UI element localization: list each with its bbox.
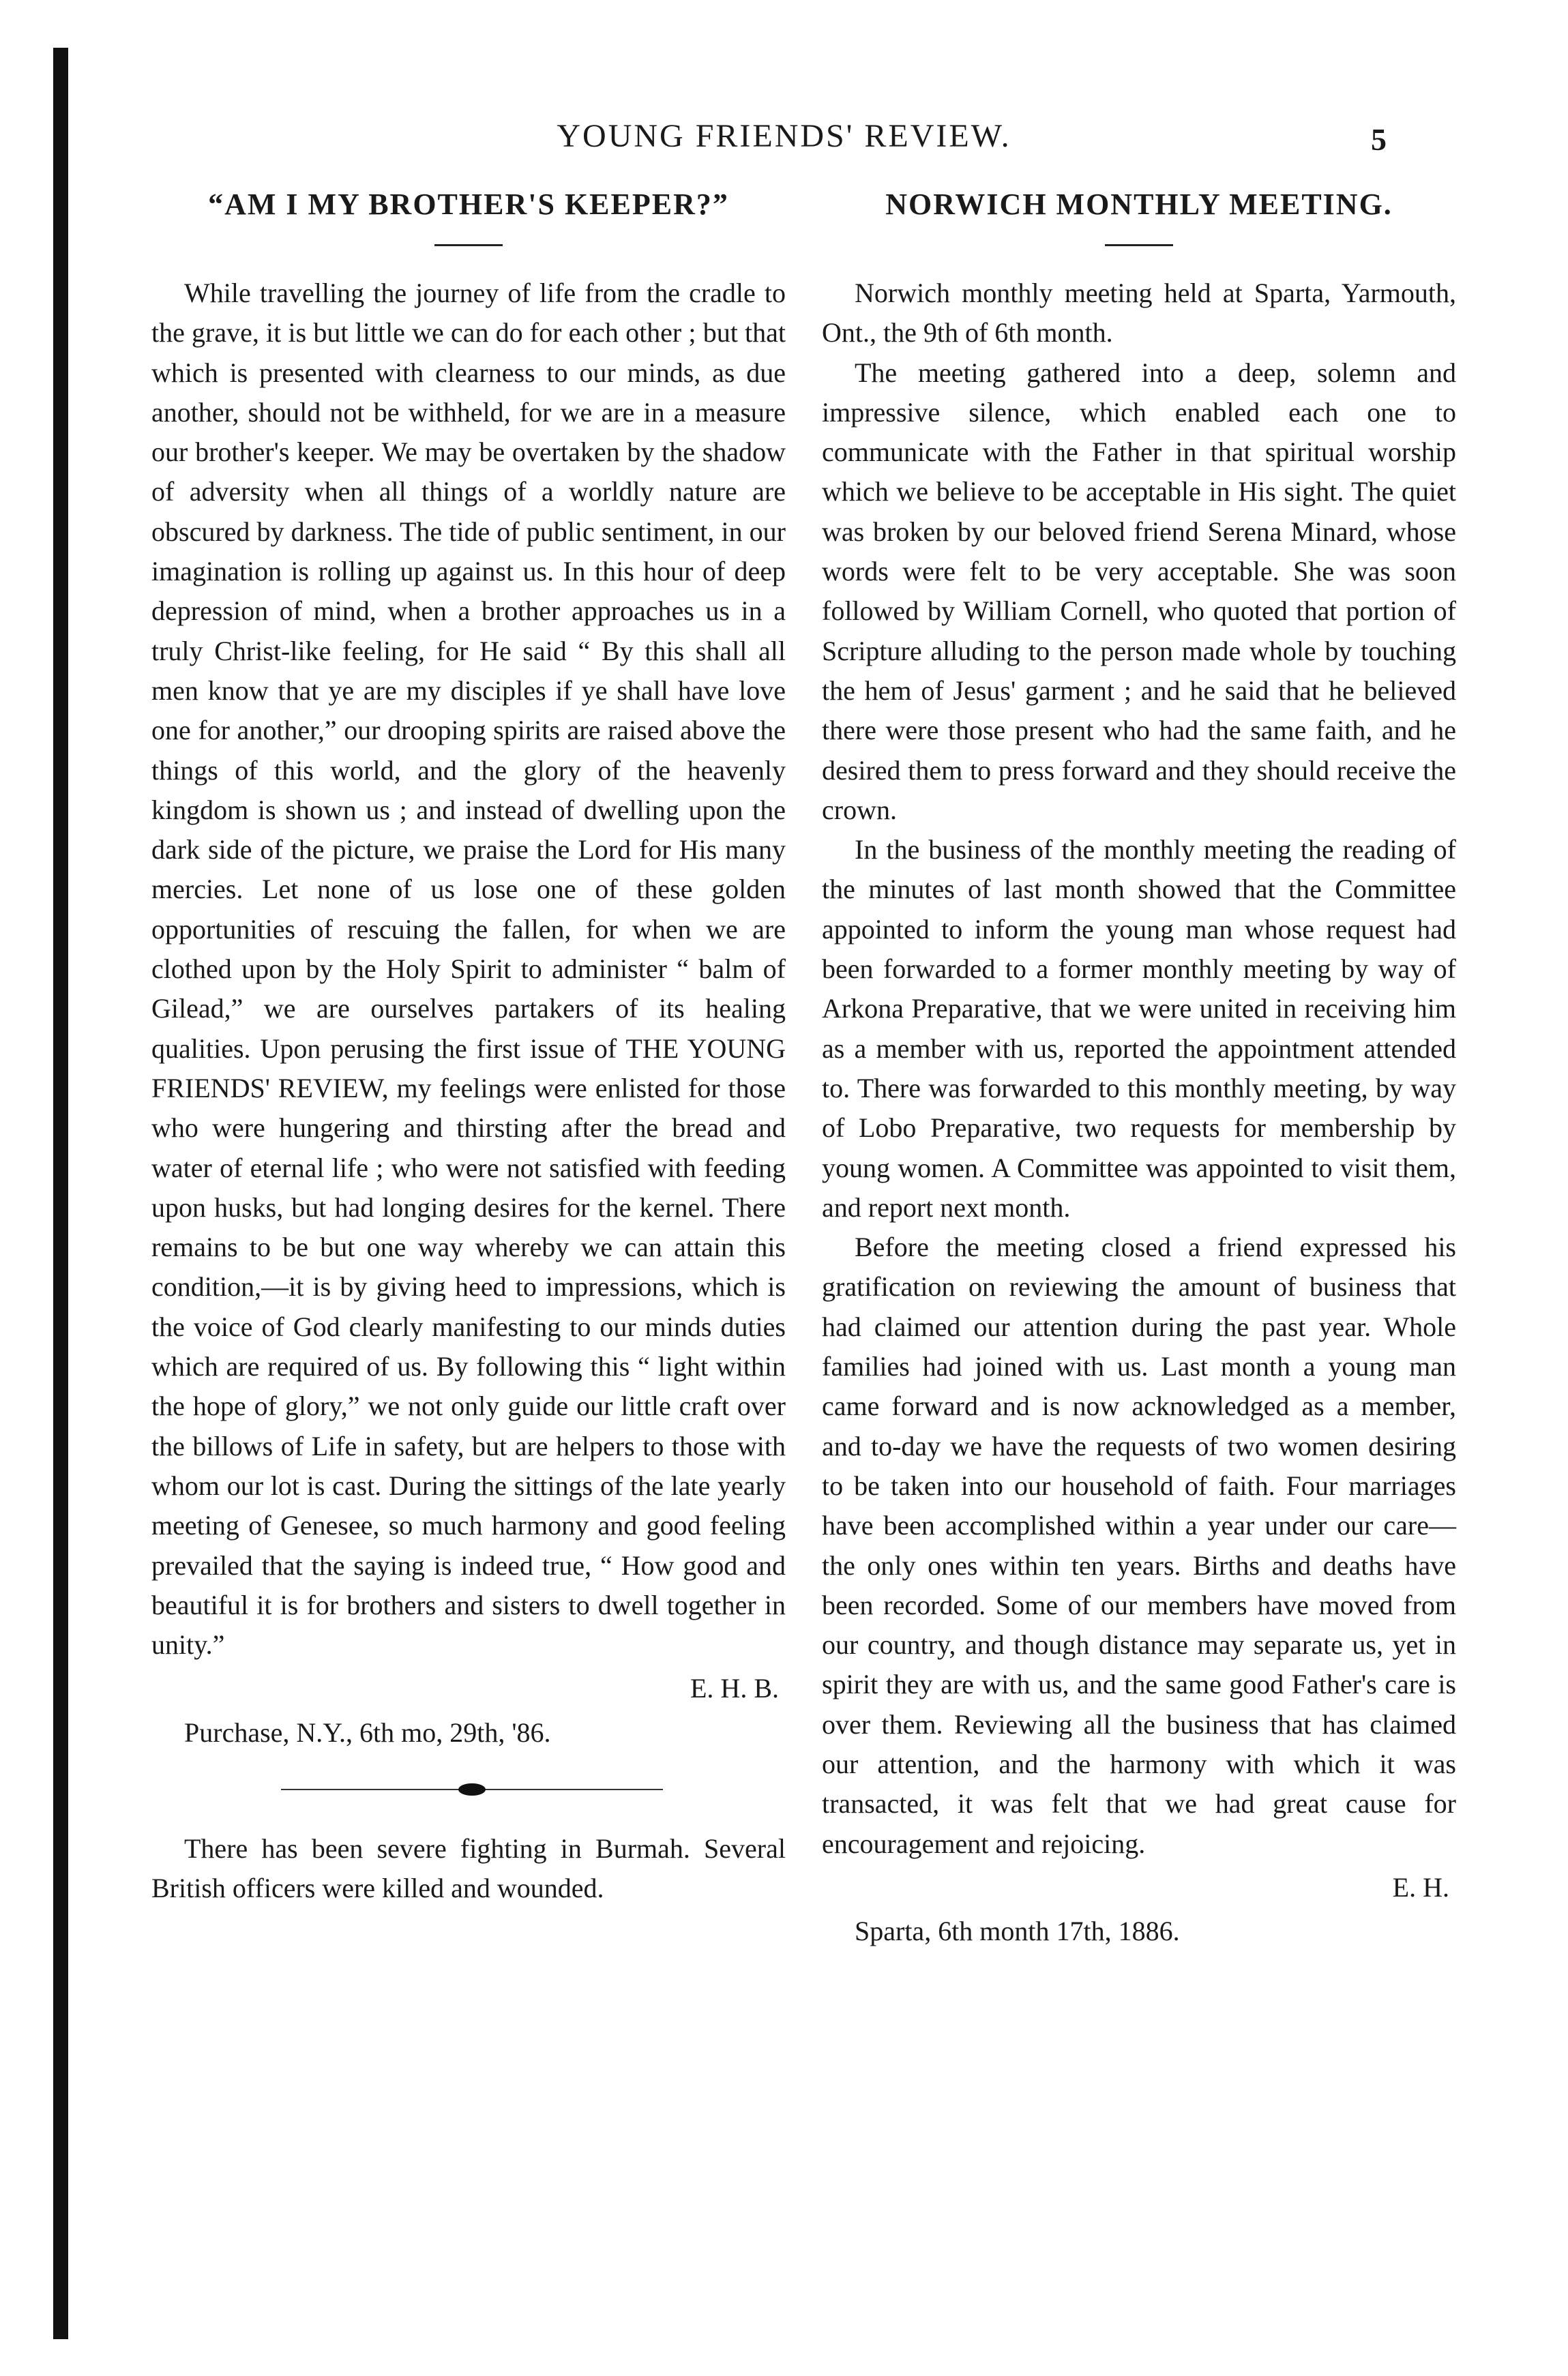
left-article-title: “AM I MY BROTHER'S KEEPER?”	[208, 188, 729, 221]
ornament-dot	[458, 1783, 486, 1796]
left-article-dateline: Purchase, N.Y., 6th mo, 29th, '86.	[184, 1717, 551, 1748]
right-article-paragraph: In the business of the monthly meeting the reading of the minutes of last month showed that the Committee appointed to inform the young man whose request had been forwarded to a former monthly meeting by way of Arkona Preparative, that we were united in receiving him as a member with us, reported the appointment attended to. There was forwarded to this monthly meeting, by way of Lobo Preparative, two requests for membership by young women. A Committee was appointed to visit them, and report next month.	[822, 834, 1456, 1223]
section-ornament	[151, 1776, 786, 1803]
right-column	[822, 184, 1456, 1951]
title-rule	[1105, 244, 1173, 246]
news-item: There has been severe fighting in Burmah. Several British officers were killed and wounded.	[151, 1832, 786, 1904]
right-article-paragraph: Norwich monthly meeting held at Sparta, Yarmouth, Ont., the 9th of 6th month.	[822, 278, 1456, 348]
binding-edge	[53, 48, 68, 2339]
running-head: YOUNG FRIENDS' REVIEW.	[557, 118, 1011, 154]
title-rule	[434, 244, 503, 246]
right-article-paragraph: Before the meeting closed a friend expressed his gratification on reviewing the amount of business that had claimed our attention during the past year. Whole families had joined with us. Last month a young man came forward and is now acknowledged as a member, and to-day we have the requests of two women desiring to be taken into our household of faith. Four marriages have been accomplished within a year under our care—the only ones within ten years. Births and deaths have been recorded. Some of our members have moved from our country, and though distance may separate us, yet in spirit they are with us, and the same good Father's care is over them. Reviewing all the business that has claimed our attention, and the harmony with which it was transacted, it was felt that we had great cause for encouragement and rejoicing.	[822, 1232, 1456, 1859]
left-column	[151, 184, 786, 1909]
right-article-paragraph: The meeting gathered into a deep, solemn and impressive silence, which enabled each one to communicate with the Father in that spiritual worship which we believe to be acceptable in His sight. The quiet was broken by our beloved friend Serena Minard, whose words were felt to be very acceptable. She was soon followed by William Cornell, who quoted that portion of Scripture alluding to the person made whole by touching the hem of Jesus' garment ; and he said that he believed there were those present who had the same faith, and he desired them to press forward and they should receive the crown.	[822, 357, 1456, 825]
right-article-signature: E. H.	[1392, 1871, 1449, 1903]
page-number: 5	[1371, 122, 1387, 157]
right-article-dateline: Sparta, 6th month 17th, 1886.	[855, 1916, 1180, 1947]
left-article-signature: E. H. B.	[690, 1673, 779, 1704]
left-article-body: While travelling the journey of life from the cradle to the grave, it is but little we can do for each other ; but that which is presented with clearness to our minds, as due another, should not be withheld, for we are in a measure our brother's keeper. We may be overtaken by the shadow of adversity when all things of a worldly nature are obscured by darkness. The tide of public sentiment, in our imagination is rolling up against us. In this hour of deep depression of mind, when a brother approaches us in a truly Christ-like feeling, for He said “ By this shall all men know that ye are my disciples if ye shall have love one for another,” our drooping spirits are raised above the things of this world, and the glory of the heavenly kingdom is shown us ; and instead of dwelling upon the dark side of the picture, we praise the Lord for His many mercies. Let none of us lose one of these golden opportunities of rescuing the fallen, for when we are clothed upon by the Holy Spirit to administer “ balm of Gilead,” we are ourselves partakers of its healing qualities. Upon perusing the first issue of THE YOUNG FRIENDS' REVIEW, my feelings were enlisted for those who were hungering and thirsting after the bread and water of eternal life ; who were not satisfied with feeding upon husks, but had longing desires for the kernel. There remains to be but one way whereby we can attain this condition,—it is by giving heed to impressions, which is the voice of God clearly manifesting to our minds duties which are required of us. By following this “ light within the hope of glory,” we not only guide our little craft over the billows of Life in safety, but are helpers to those with whom our lot is cast. During the sittings of the late yearly meeting of Genesee, so much harmony and good feeling prevailed that the saying is indeed true, “ How good and beautiful it is for brothers and sisters to dwell together in unity.”	[151, 278, 786, 1661]
right-article-title: NORWICH MONTHLY MEETING.	[885, 188, 1393, 221]
